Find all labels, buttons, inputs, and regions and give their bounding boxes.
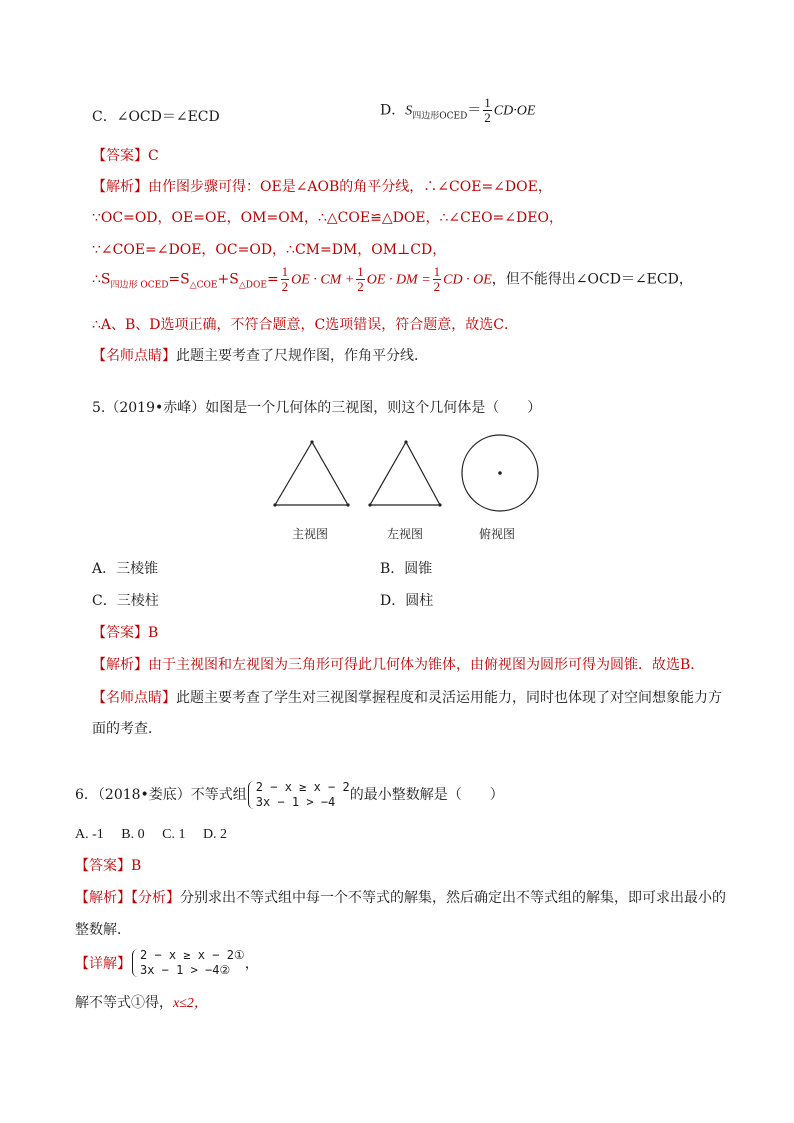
- term: OE · CM +: [291, 272, 355, 288]
- term: OE · DM =: [366, 272, 431, 288]
- q4-analysis-line5: ∴A、B、D选项正确，不符合题意，C选项错误，符合题意，故选C．: [92, 317, 518, 333]
- option-d: [380, 96, 535, 125]
- option-c: C．∠OCD＝∠ECD: [92, 109, 220, 125]
- q5-analysis: [92, 654, 704, 674]
- area-subscript: △COE: [189, 280, 218, 291]
- view-caption-top: 俯视图: [479, 527, 516, 541]
- fraction-half: $\frac{1}{2}$: [281, 264, 289, 294]
- q5-option-d: D．圆柱: [380, 593, 434, 609]
- stem-text: 6．（2018•娄底）不等式组: [75, 787, 247, 803]
- vertex-dots: [273, 440, 441, 506]
- tip-label: 【名师点睛】: [92, 690, 176, 706]
- q6-analysis-line2: 整数解．: [75, 922, 131, 938]
- area-subscript: △DOE: [238, 280, 267, 291]
- fraction-half: $\frac{1}{2}$: [433, 264, 441, 294]
- area-symbol: =S: [168, 271, 190, 288]
- option-d-prefix: D．: [380, 102, 406, 119]
- fraction-half: $\frac{1}{2}$: [357, 264, 364, 294]
- q4-analysis-line3: ∵∠COE=∠DOE，OC=OD，∴CM=DM，OM⊥CD，: [92, 242, 447, 258]
- view-caption-left: 左视图: [387, 527, 424, 541]
- front-view-triangle: [275, 442, 348, 505]
- inequality-system-detail: 2 − x ≥ x − 2① 3x − 1 > −4②: [131, 948, 245, 978]
- analysis-label: 【解析】: [92, 657, 148, 673]
- analysis-tail: ，但不能得出∠OCD＝∠ECD，: [491, 271, 693, 288]
- q5-tip-line2: 面的考查．: [92, 721, 162, 737]
- q5-answer: [92, 622, 158, 642]
- q6-options: A. -1 B. 0 C. 1 D. 2: [75, 827, 228, 842]
- detail-tail: ，: [244, 956, 259, 972]
- inequality-system: 2 − x ≥ x − 2 3x − 1 > −4: [247, 780, 350, 810]
- area-subscript: 四边形 OCED: [110, 280, 169, 291]
- q6-solve-step: [75, 992, 208, 1012]
- fraction-half: $\frac{1}{2}$: [484, 95, 491, 125]
- tip-label: 【名师点睛】: [92, 348, 176, 364]
- q4-analysis-line2: ∵OC=OD，OE=OE，OM=OM，∴△COE≌△DOE，∴∠CEO=∠DEO，: [92, 210, 563, 226]
- answer-label: 【答案】: [92, 148, 148, 164]
- q6-stem: [75, 780, 504, 810]
- q5-stem: 5.（2019•赤峰）如图是一个几何体的三视图，则这个几何体是（ ）: [92, 400, 542, 416]
- answer-label: 【答案】: [75, 858, 131, 874]
- analysis-text: 由作图步骤可得：OE是∠AOB的角平分线，∴∠COE=∠DOE，: [148, 179, 552, 195]
- equals-sign: ＝: [467, 102, 482, 119]
- q6-detail: [75, 948, 259, 978]
- answer-value: C: [148, 148, 159, 164]
- option-d-rest: CD·OE: [493, 103, 536, 119]
- answer-value: B: [131, 858, 142, 874]
- q5-option-b: B．圆锥: [380, 561, 433, 577]
- term: CD · OE: [443, 272, 492, 288]
- analysis-label: 【解析】【分析】: [75, 890, 180, 906]
- solve-text: 解不等式①得，: [75, 995, 173, 1011]
- q5-option-a: A．三棱锥: [92, 561, 159, 577]
- area-symbol: ∴S: [92, 271, 111, 288]
- three-views-figure: [260, 432, 560, 518]
- top-view-circle: [462, 435, 538, 511]
- q4-analysis-line1: [92, 176, 552, 196]
- q6-analysis-line1: [75, 887, 726, 907]
- q6-answer: [75, 855, 141, 875]
- view-caption-front: 主视图: [292, 527, 329, 541]
- area-symbol: S: [405, 103, 413, 119]
- q4-tip: [92, 345, 428, 365]
- q5-option-c: C．三棱柱: [92, 593, 159, 609]
- solve-result: x≤2，: [173, 996, 208, 1011]
- detail-label: 【详解】: [75, 956, 131, 972]
- q4-answer: [92, 145, 159, 165]
- analysis-text: 分别求出不等式组中每一个不等式的解集，然后确定出不等式组的解集，即可求出最小的: [180, 890, 726, 906]
- stem-text: 的最小整数解是（ ）: [349, 787, 504, 803]
- analysis-text: 由于主视图和左视图为三角形可得此几何体为锥体，由俯视图为圆形可得为圆锥．故选B．: [148, 657, 705, 673]
- answer-value: B: [148, 625, 159, 641]
- area-subscript: 四边形OCED: [412, 111, 468, 122]
- answer-label: 【答案】: [92, 625, 148, 641]
- area-symbol: +S: [217, 271, 239, 288]
- q4-analysis-line4: [92, 265, 693, 294]
- side-view-triangle: [370, 442, 440, 505]
- tip-text: 此题主要考查了尺规作图，作角平分线．: [176, 348, 428, 364]
- q5-tip-line1: [92, 687, 722, 707]
- circle-center-dot: [498, 471, 502, 475]
- analysis-label: 【解析】: [92, 179, 148, 195]
- tip-text: 此题主要考查了学生对三视图掌握程度和灵活运用能力，同时也体现了对空间想象能力方: [176, 690, 722, 706]
- equals-sign: =: [266, 271, 279, 288]
